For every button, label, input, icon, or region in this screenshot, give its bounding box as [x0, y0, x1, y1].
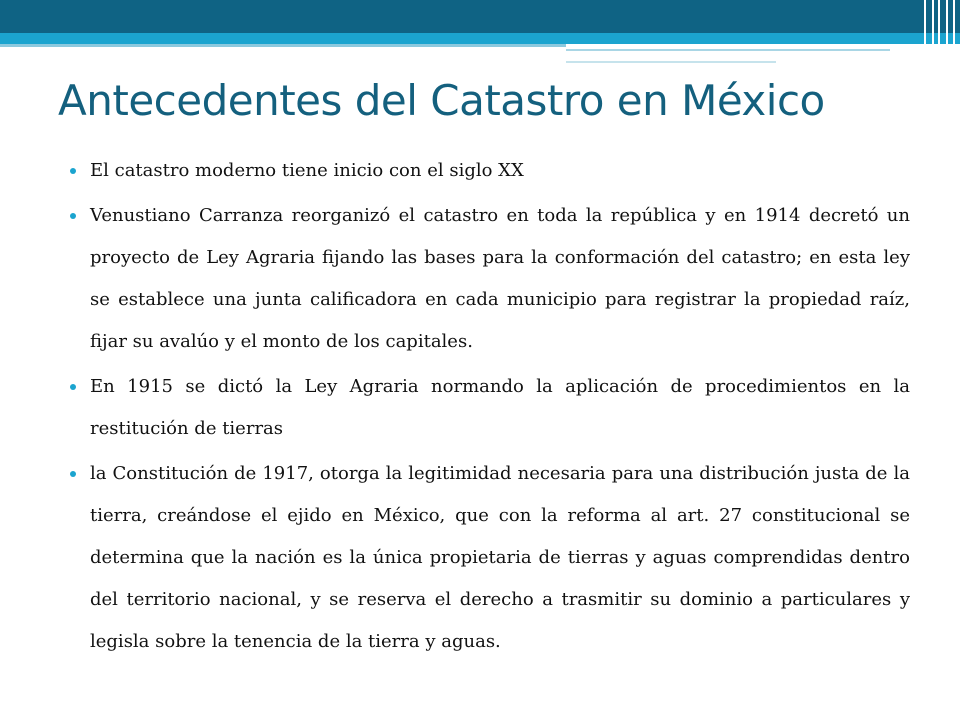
list-item — [70, 150, 910, 192]
header-band-dark — [0, 0, 960, 33]
header-band-light — [0, 33, 960, 44]
header-accent-line — [566, 49, 890, 51]
list-item — [70, 366, 910, 450]
bullet-text: El catastro moderno tiene inicio con el siglo XX — [90, 160, 524, 181]
bullet-dot-icon — [70, 213, 76, 219]
slide-title: Antecedentes del Catastro en México — [58, 76, 825, 125]
bullet-dot-icon — [70, 168, 76, 174]
bullet-text: En 1915 se dictó la Ley Agraria normando la aplicación de procedimientos en la restitución de tierras — [90, 376, 910, 439]
list-item — [70, 195, 910, 363]
header-band-pale — [0, 44, 566, 47]
list-item — [70, 453, 910, 663]
header-stripes-decoration — [920, 0, 960, 64]
header-accent-line-secondary — [566, 61, 776, 63]
bullet-list — [70, 150, 910, 666]
bullet-text: la Constitución de 1917, otorga la legitimidad necesaria para una distribución justa de la tierra, creándose el ejido en México, que con la reforma al art. 27 constitucional se determina que la nación es la única propietaria de tierras y aguas comprendidas dentro del territorio nacional, y se reserva el derecho a trasmitir su dominio a particulares y legisla sobre la tenencia de la tierra y aguas. — [90, 463, 910, 652]
bullet-dot-icon — [70, 384, 76, 390]
bullet-dot-icon — [70, 471, 76, 477]
bullet-text: Venustiano Carranza reorganizó el catastro en toda la república y en 1914 decretó un proyecto de Ley Agraria fijando las bases para la conformación del catastro; en esta ley se establece una junta calificadora en cada municipio para registrar la propiedad raíz, fijar su avalúo y el monto de los capitales. — [90, 205, 910, 352]
